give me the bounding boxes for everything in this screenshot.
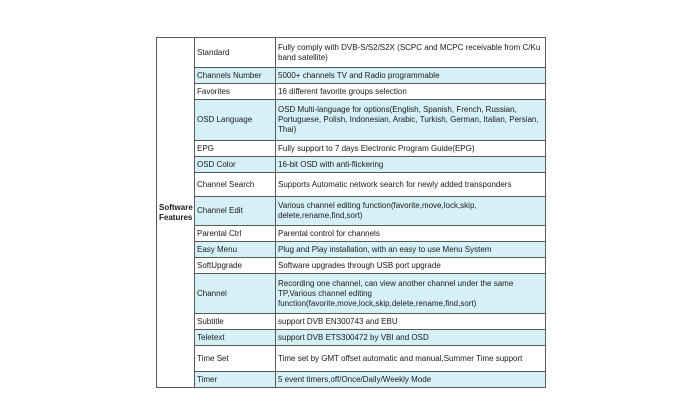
spec-value: Fully support to 7 days Electronic Program Guide(EPG) (276, 141, 546, 157)
spec-label: Favorites (195, 84, 276, 100)
table-row (157, 372, 546, 388)
spec-label: EPG (195, 141, 276, 157)
spec-value: support DVB EN300743 and EBU (276, 314, 546, 330)
spec-value: Recording one channel, can view another channel under the same TP,Various channel editing function(favorite,move,lock,skip,delete,rename,find,sort) (276, 274, 546, 314)
spec-label: Subtitle (195, 314, 276, 330)
spec-label: Easy Menu (195, 242, 276, 258)
table-row (157, 157, 546, 173)
table-row (157, 242, 546, 258)
table-row (157, 314, 546, 330)
table-row (157, 38, 546, 68)
spec-label: OSD Color (195, 157, 276, 173)
spec-label: Teletext (195, 330, 276, 346)
section-title-line-1: Software (159, 202, 193, 212)
table-row (157, 274, 546, 314)
spec-label: Channel Edit (195, 197, 276, 226)
spec-value: Time set by GMT offset automatic and manual,Summer Time support (276, 346, 546, 372)
spec-value: OSD Multi-language for options(English, Spanish, French, Russian, Portuguese, Polish, Indonesian, Arabic, Turkish, German, Italian, Persian, Thai) (276, 100, 546, 141)
table-row (157, 258, 546, 274)
spec-value: Software upgrades through USB port upgrade (276, 258, 546, 274)
spec-label: Timer (195, 372, 276, 388)
spec-value: Fully comply with DVB-S/S2/S2X (SCPC and MCPC receivable from C/Ku band satellite) (276, 38, 546, 68)
spec-label: SoftUpgrade (195, 258, 276, 274)
spec-label: Standard (195, 38, 276, 68)
spec-label: OSD Language (195, 100, 276, 141)
spec-label: Channel (195, 274, 276, 314)
spec-value: Supports Automatic network search for newly added transponders (276, 173, 546, 197)
spec-value: 5000+ channels TV and Radio programmable (276, 68, 546, 84)
table-row (157, 197, 546, 226)
section-header (157, 38, 195, 388)
spec-value: 16-bit OSD with anti-flickering (276, 157, 546, 173)
spec-label: Channel Search (195, 173, 276, 197)
spec-label: Channels Number (195, 68, 276, 84)
spec-label: Time Set (195, 346, 276, 372)
table-row (157, 173, 546, 197)
spec-value: Various channel editing function(favorite,move,lock,skip, delete,rename,find,sort) (276, 197, 546, 226)
table-row (157, 84, 546, 100)
software-features-table (156, 37, 546, 388)
table-row (157, 330, 546, 346)
spec-label: Parental Ctrl (195, 226, 276, 242)
section-title-line-2: Features (159, 212, 193, 222)
spec-value: support DVB ETS300472 by VBI and OSD (276, 330, 546, 346)
table-row (157, 346, 546, 372)
spec-value: Plug and Play installation, with an easy to use Menu System (276, 242, 546, 258)
table-row (157, 141, 546, 157)
table-row (157, 226, 546, 242)
table-row (157, 68, 546, 84)
spec-value: 16 different favorite groups selection (276, 84, 546, 100)
spec-value: 5 event timers,off/Once/Daily/Weekly Mode (276, 372, 546, 388)
spec-value: Parental control for channels (276, 226, 546, 242)
table-row (157, 100, 546, 141)
